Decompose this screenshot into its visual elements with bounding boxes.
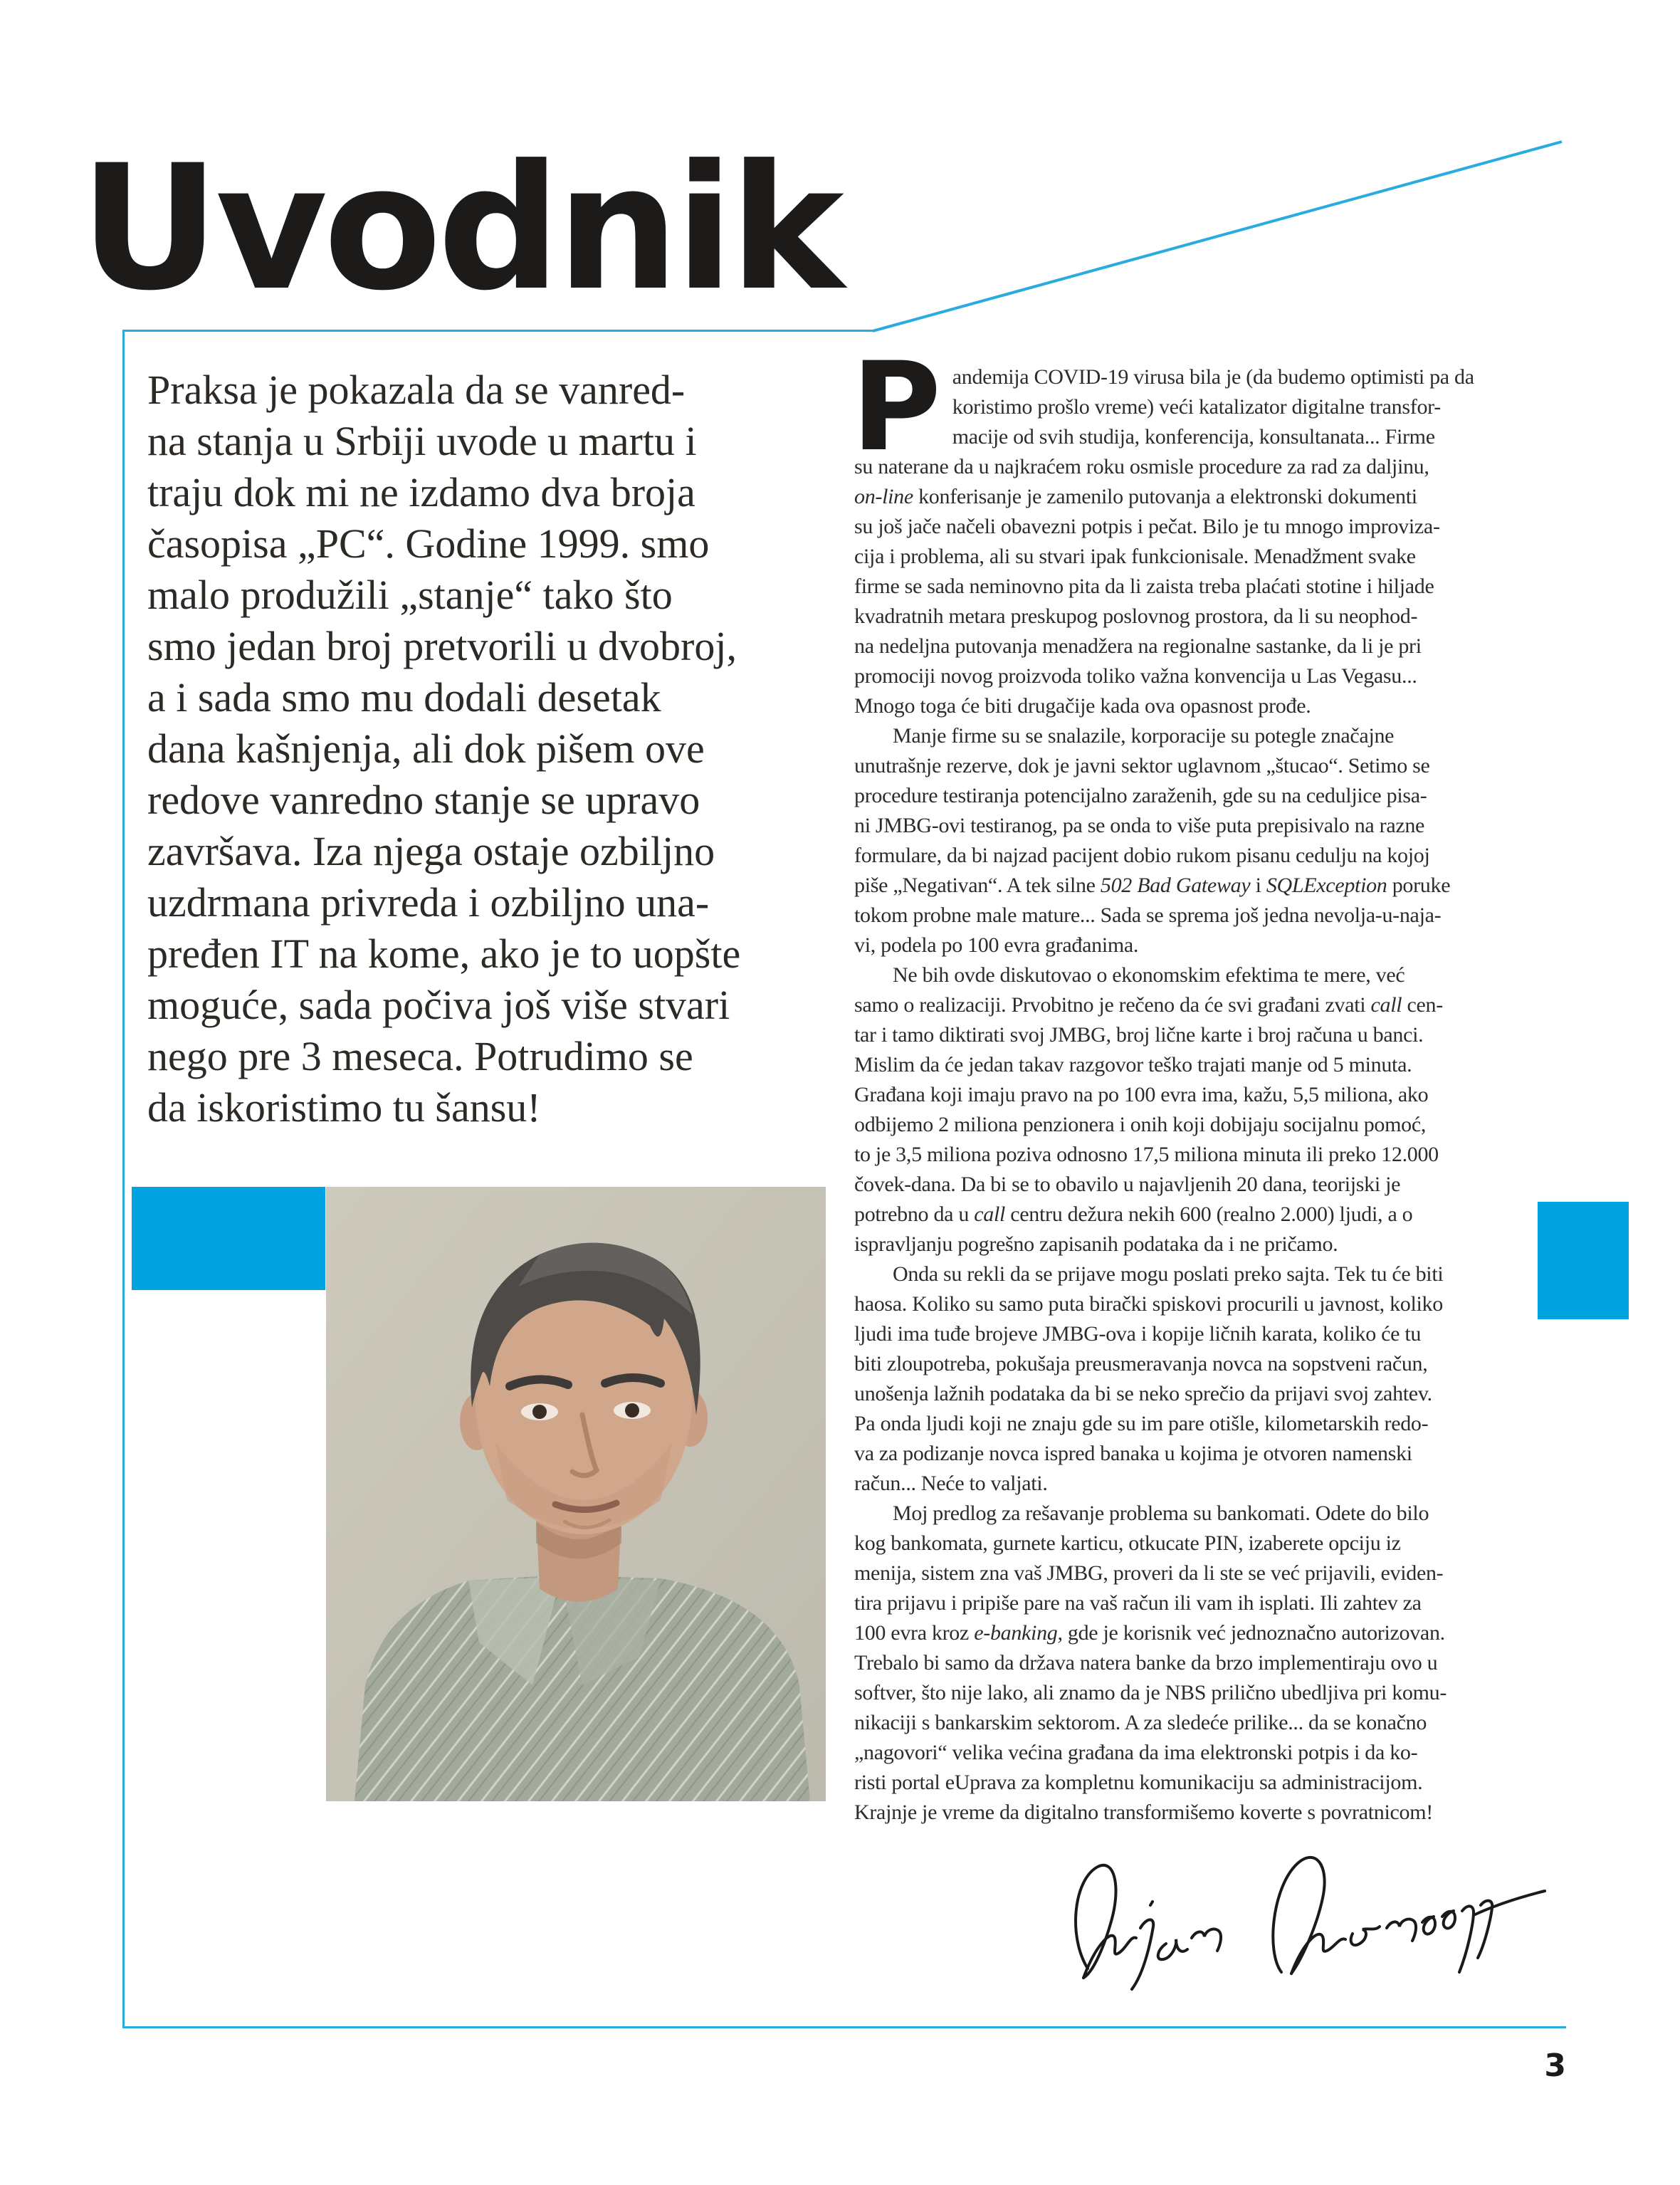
text-line: tokom probne male mature... Sada se sprema još jedna nevolja-u-naja- <box>854 903 1442 927</box>
text-line: dana kašnjenja, ali dok pišem ove <box>147 725 705 772</box>
text-line: smo jedan broj pretvorili u dvobroj, <box>147 623 737 669</box>
drop-cap: P <box>851 335 941 478</box>
text-line: samo o realizaciji. Prvobitno je rečeno da će svi građani zvati call cen- <box>854 993 1443 1017</box>
text-line: firme se sada neminovno pita da li zaista treba plaćati stotine i hiljade <box>854 575 1434 598</box>
text-line: kvadratnih metara preskupog poslovnog prostora, da li su neophod- <box>854 604 1418 628</box>
text-line: macije od svih studija, konferencija, konsultanata... Firme <box>952 425 1435 449</box>
text-line: su naterane da u najkraćem roku osmisle procedure za rad za daljinu, <box>854 455 1429 478</box>
text-line: andemija COVID-19 virusa bila je (da budemo optimisti pa da <box>952 365 1474 389</box>
article-paragraph <box>851 335 1552 721</box>
text-line: Mnogo toga će biti drugačije kada ova opasnost prođe. <box>854 694 1311 718</box>
text-line: Pa onda ljudi koji ne znaju gde su im pare otišle, kilometarskih redo- <box>854 1412 1429 1435</box>
article-paragraph <box>854 960 1552 1259</box>
text-line: tar i tamo diktirati svoj JMBG, broj lične karte i broj računa u banci. <box>854 1023 1424 1047</box>
text-line: haosa. Koliko su samo puta birački spiskovi procurili u javnost, koliko <box>854 1292 1443 1316</box>
accent-block-left <box>132 1187 325 1290</box>
text-line: potrebno da u call centru dežura nekih 600 (realno 2.000) ljudi, a o <box>854 1202 1413 1226</box>
article-paragraph <box>854 1499 1552 1828</box>
text-line: promociji novog proizvoda toliko važna konvencija u Las Vegasu... <box>854 664 1417 688</box>
text-line: uzdrmana privreda i ozbiljno una- <box>147 879 710 926</box>
text-line: pređen IT na kome, ako je to uopšte <box>147 931 741 977</box>
text-line: Onda su rekli da se prijave mogu poslati preko sajta. Tek tu će biti <box>893 1262 1444 1286</box>
text-line: ljudi ima tuđe brojeve JMBG-ova i kopije ličnih karata, koliko će tu <box>854 1322 1422 1346</box>
text-line: menija, sistem zna vaš JMBG, proveri da li ste se već prijavili, eviden- <box>854 1561 1444 1585</box>
page-number: 3 <box>1544 2048 1566 2084</box>
text-line: piše „Negativan“. A tek silne 502 Bad Gateway i SQLException poruke <box>854 874 1451 897</box>
text-line: Trebalo bi samo da država natera banke da brzo implementiraju ovo u <box>854 1651 1438 1675</box>
text-line: na nedeljna putovanja menadžera na regionalne sastanke, da li je pri <box>854 634 1422 658</box>
text-line: moguće, sada počiva još više stvari <box>147 982 730 1028</box>
text-line: va za podizanje novca ispred banaka u kojima je otvoren namenski <box>854 1442 1412 1465</box>
article-paragraph <box>854 721 1552 960</box>
text-line: softver, što nije lako, ali znamo da je NBS prilično ubedljiva pri komu- <box>854 1681 1447 1704</box>
text-line: procedure testiranja potencijalno zaraženih, gde su na ceduljice pisa- <box>854 784 1427 807</box>
text-line: ispravljanju pogrešno zapisanih podataka da i ne pričamo. <box>854 1232 1338 1256</box>
text-line: Ne bih ovde diskutovao o ekonomskim efektima te mere, već <box>893 963 1405 987</box>
text-line: čovek-dana. Da bi se to obavilo u najavljenih 20 dana, teorijski je <box>854 1173 1401 1196</box>
text-line: unošenja lažnih podataka da bi se neko sprečio da prijavi svoj zahtev. <box>854 1382 1432 1405</box>
text-line: to je 3,5 miliona poziva odnosno 17,5 miliona minuta ili preko 12.000 <box>854 1143 1439 1166</box>
diagonal-accent-line <box>873 140 1565 332</box>
text-line: da iskoristimo tu šansu! <box>147 1084 541 1131</box>
text-line: Krajnje je vreme da digitalno transformišemo koverte s povratnicom! <box>854 1801 1433 1824</box>
top-rule-line <box>122 330 875 332</box>
text-line: ni JMBG-ovi testiranog, pa se onda to više puta prepisivalo na razne <box>854 814 1425 837</box>
text-line: a i sada smo mu dodali desetak <box>147 674 661 721</box>
text-line: risti portal eUprava za kompletnu komunikaciju sa administracijom. <box>854 1771 1423 1794</box>
text-line: traju dok mi ne izdamo dva broja <box>147 469 695 515</box>
author-signature <box>1046 1837 1559 2008</box>
text-line: biti zloupotreba, pokušaja preusmeravanja novca na sopstveni račun, <box>854 1352 1428 1376</box>
text-line: nikaciji s bankarskim sektorom. A za sledeće prilike... da se konačno <box>854 1711 1427 1734</box>
text-line: formulare, da bi najzad pacijent dobio rukom pisanu cedulju na kojoj <box>854 844 1430 867</box>
text-line: cija i problema, ali su stvari ipak funkcionisale. Menadžment svake <box>854 545 1416 568</box>
text-line: časopisa „PC“. Godine 1999. smo <box>147 520 710 567</box>
text-line: Građana koji imaju pravo na po 100 evra ima, kažu, 5,5 miliona, ako <box>854 1083 1429 1106</box>
text-line: završava. Iza njega ostaje ozbiljno <box>147 828 715 874</box>
text-line: odbijemo 2 miliona penzionera i onih koji dobijaju socijalnu pomoć, <box>854 1113 1427 1136</box>
text-line: kog bankomata, gurnete karticu, otkucate PIN, izaberete opciju iz <box>854 1531 1401 1555</box>
article-body <box>851 335 1552 1828</box>
text-line: Manje firme su se snalazile, korporacije su potegle značajne <box>893 724 1395 748</box>
text-line: račun... Neće to valjati. <box>854 1472 1048 1495</box>
text-line: tira prijavu i pripiše pare na vaš račun ili vam ih isplati. Ili zahtev za <box>854 1591 1422 1615</box>
text-line: malo produžili „stanje“ tako što <box>147 572 673 618</box>
text-line: Praksa je pokazala da se vanred- <box>147 367 686 413</box>
text-line: unutrašnje rezerve, dok je javni sektor uglavnom „štucao“. Setimo se <box>854 754 1430 777</box>
text-line: Moj predlog za rešavanje problema su bankomati. Odete do bilo <box>893 1502 1429 1525</box>
text-line: Mislim da će jedan takav razgovor teško trajati manje od 5 minuta. <box>854 1053 1412 1076</box>
text-line: „nagovori“ velika većina građana da ima elektronski potpis i da ko- <box>854 1741 1418 1764</box>
intro-text <box>147 365 831 1133</box>
text-line: on-line konferisanje je zamenilo putovanja a elektronski dokumenti <box>854 485 1417 508</box>
left-rule-line <box>122 330 125 2028</box>
bottom-rule-line <box>122 2026 1566 2028</box>
article-paragraph <box>854 1259 1552 1499</box>
author-portrait-photo <box>326 1187 826 1801</box>
text-line: nego pre 3 meseca. Potrudimo se <box>147 1033 693 1079</box>
text-line: redove vanredno stanje se upravo <box>147 777 700 823</box>
page-title: Uvodnik <box>80 128 840 329</box>
text-line: vi, podela po 100 evra građanima. <box>854 933 1139 957</box>
text-line: su još jače načeli obavezni potpis i pečat. Bilo je tu mnogo improviza- <box>854 515 1440 538</box>
text-line: na stanja u Srbiji uvode u martu i <box>147 418 697 464</box>
text-line: 100 evra kroz e-banking, gde je korisnik već jednoznačno autorizovan. <box>854 1621 1445 1645</box>
text-line: koristimo prošlo vreme) veći katalizator digitalne transfor- <box>952 395 1441 419</box>
